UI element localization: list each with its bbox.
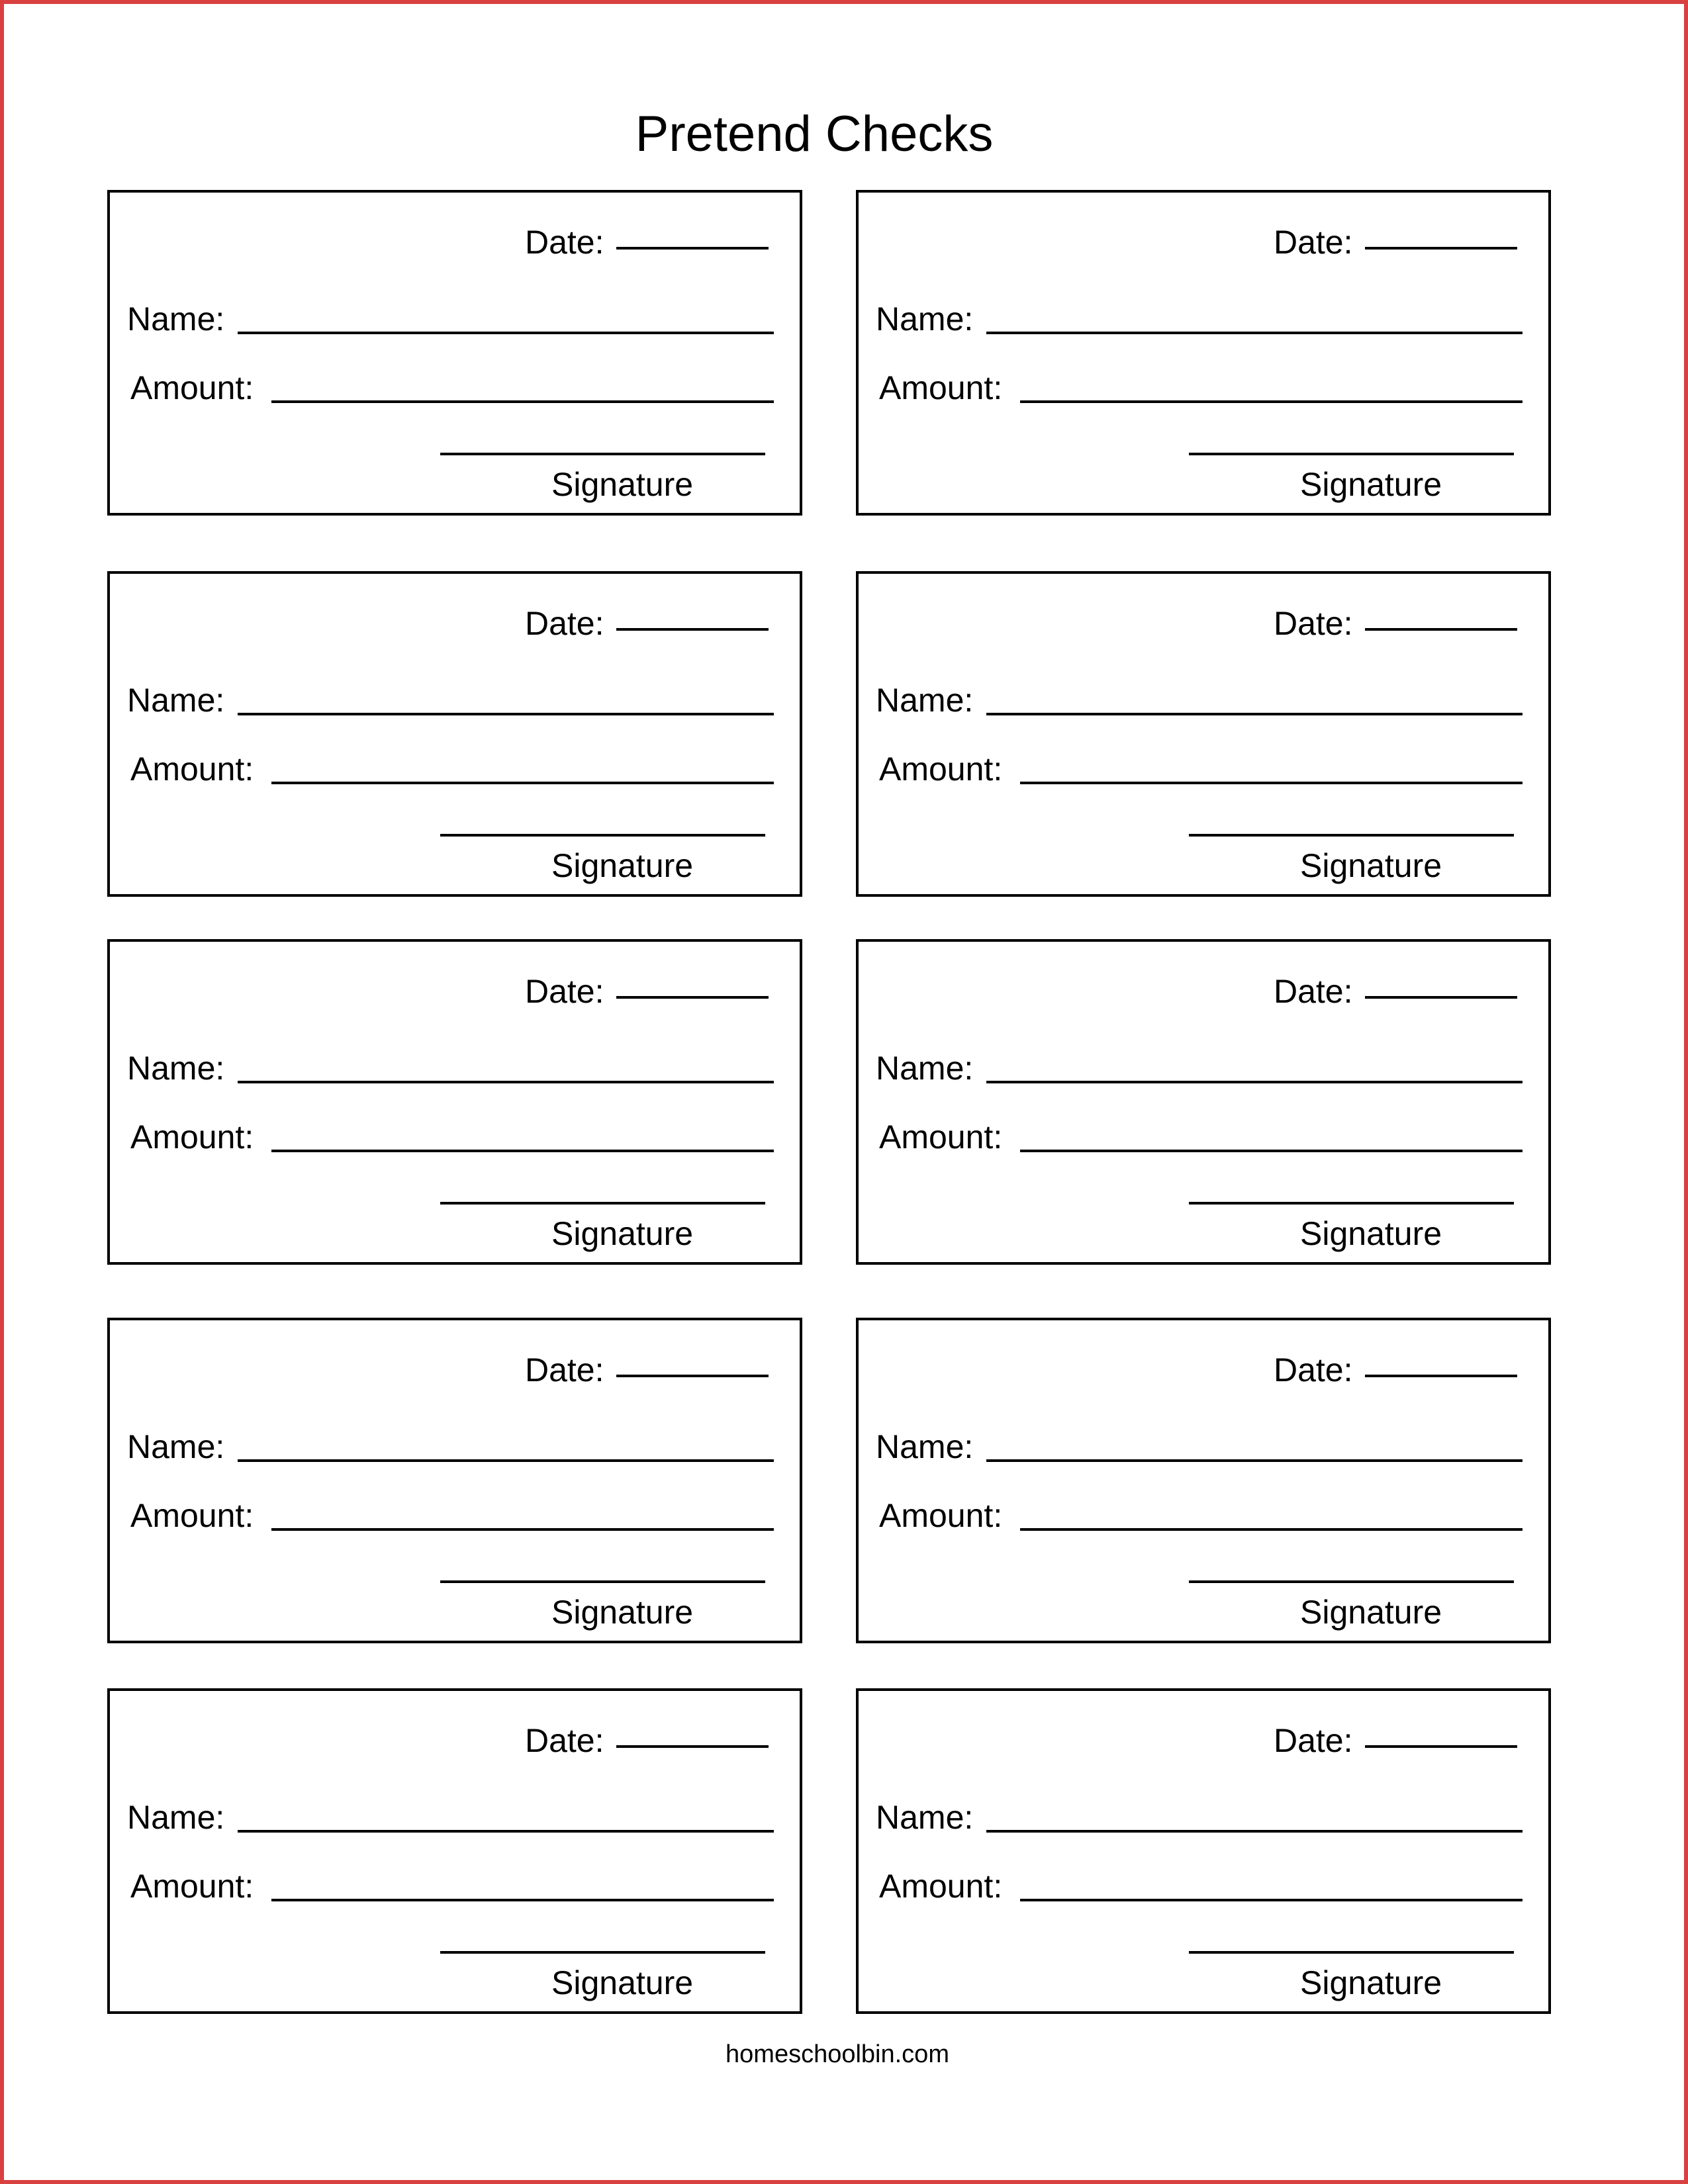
date-label: Date: [1274, 1722, 1353, 1759]
check-card [856, 571, 1551, 897]
name-label: Name: [876, 1799, 974, 1836]
signature-field-line[interactable] [440, 1951, 765, 1954]
name-field-line[interactable] [238, 332, 774, 334]
page-title: Pretend Checks [635, 106, 994, 162]
name-label: Name: [876, 1050, 974, 1087]
amount-field-line[interactable] [271, 782, 774, 784]
amount-label: Amount: [879, 1497, 1003, 1534]
date-field-line[interactable] [1365, 247, 1517, 250]
check-card [856, 1318, 1551, 1643]
amount-field-line[interactable] [271, 400, 774, 403]
date-label: Date: [1274, 605, 1353, 642]
name-field-line[interactable] [238, 1830, 774, 1833]
amount-field-line[interactable] [271, 1150, 774, 1152]
amount-field-line[interactable] [271, 1528, 774, 1531]
date-label: Date: [525, 973, 604, 1010]
signature-field-line[interactable] [1189, 1202, 1514, 1205]
signature-field-line[interactable] [1189, 1951, 1514, 1954]
check-card [856, 1688, 1551, 2014]
amount-field-line[interactable] [1020, 782, 1523, 784]
date-field-line[interactable] [616, 628, 769, 631]
signature-label: Signature [1300, 466, 1442, 503]
name-field-line[interactable] [238, 1081, 774, 1083]
name-label: Name: [127, 1050, 225, 1087]
signature-label: Signature [1300, 847, 1442, 884]
amount-label: Amount: [130, 751, 254, 788]
signature-label: Signature [551, 466, 694, 503]
check-card [107, 939, 802, 1265]
signature-label: Signature [1300, 1594, 1442, 1631]
date-label: Date: [1274, 1351, 1353, 1388]
name-field-line[interactable] [238, 1459, 774, 1462]
check-card [107, 1688, 802, 2014]
amount-field-line[interactable] [1020, 1150, 1523, 1152]
signature-label: Signature [1300, 1964, 1442, 2001]
name-label: Name: [127, 1799, 225, 1836]
date-label: Date: [525, 605, 604, 642]
name-field-line[interactable] [238, 713, 774, 715]
date-field-line[interactable] [1365, 1375, 1517, 1377]
check-card [107, 571, 802, 897]
name-field-line[interactable] [986, 1830, 1523, 1833]
date-field-line[interactable] [1365, 996, 1517, 999]
signature-field-line[interactable] [440, 1580, 765, 1583]
amount-label: Amount: [130, 1868, 254, 1905]
date-field-line[interactable] [1365, 628, 1517, 631]
signature-field-line[interactable] [440, 453, 765, 455]
signature-field-line[interactable] [440, 1202, 765, 1205]
signature-label: Signature [551, 1215, 694, 1252]
date-label: Date: [1274, 224, 1353, 261]
amount-field-line[interactable] [271, 1899, 774, 1901]
signature-field-line[interactable] [1189, 834, 1514, 837]
signature-label: Signature [1300, 1215, 1442, 1252]
name-label: Name: [876, 682, 974, 719]
signature-label: Signature [551, 847, 694, 884]
amount-field-line[interactable] [1020, 1528, 1523, 1531]
date-label: Date: [525, 1351, 604, 1388]
name-label: Name: [127, 300, 225, 338]
check-card [856, 939, 1551, 1265]
check-card [856, 190, 1551, 516]
amount-label: Amount: [130, 1118, 254, 1156]
amount-field-line[interactable] [1020, 400, 1523, 403]
date-field-line[interactable] [616, 996, 769, 999]
name-label: Name: [127, 682, 225, 719]
name-label: Name: [876, 300, 974, 338]
name-field-line[interactable] [986, 332, 1523, 334]
name-label: Name: [127, 1428, 225, 1465]
amount-label: Amount: [130, 1497, 254, 1534]
name-field-line[interactable] [986, 713, 1523, 715]
check-card [107, 1318, 802, 1643]
name-field-line[interactable] [986, 1081, 1523, 1083]
date-field-line[interactable] [616, 247, 769, 250]
amount-label: Amount: [130, 369, 254, 406]
name-field-line[interactable] [986, 1459, 1523, 1462]
amount-label: Amount: [879, 1868, 1003, 1905]
date-label: Date: [525, 224, 604, 261]
date-label: Date: [1274, 973, 1353, 1010]
amount-label: Amount: [879, 751, 1003, 788]
date-field-line[interactable] [616, 1375, 769, 1377]
name-label: Name: [876, 1428, 974, 1465]
amount-field-line[interactable] [1020, 1899, 1523, 1901]
date-label: Date: [525, 1722, 604, 1759]
footer-website: homeschoolbin.com [726, 2040, 949, 2068]
signature-label: Signature [551, 1594, 694, 1631]
signature-field-line[interactable] [1189, 1580, 1514, 1583]
signature-field-line[interactable] [440, 834, 765, 837]
signature-label: Signature [551, 1964, 694, 2001]
amount-label: Amount: [879, 369, 1003, 406]
signature-field-line[interactable] [1189, 453, 1514, 455]
date-field-line[interactable] [616, 1745, 769, 1748]
amount-label: Amount: [879, 1118, 1003, 1156]
check-card [107, 190, 802, 516]
date-field-line[interactable] [1365, 1745, 1517, 1748]
